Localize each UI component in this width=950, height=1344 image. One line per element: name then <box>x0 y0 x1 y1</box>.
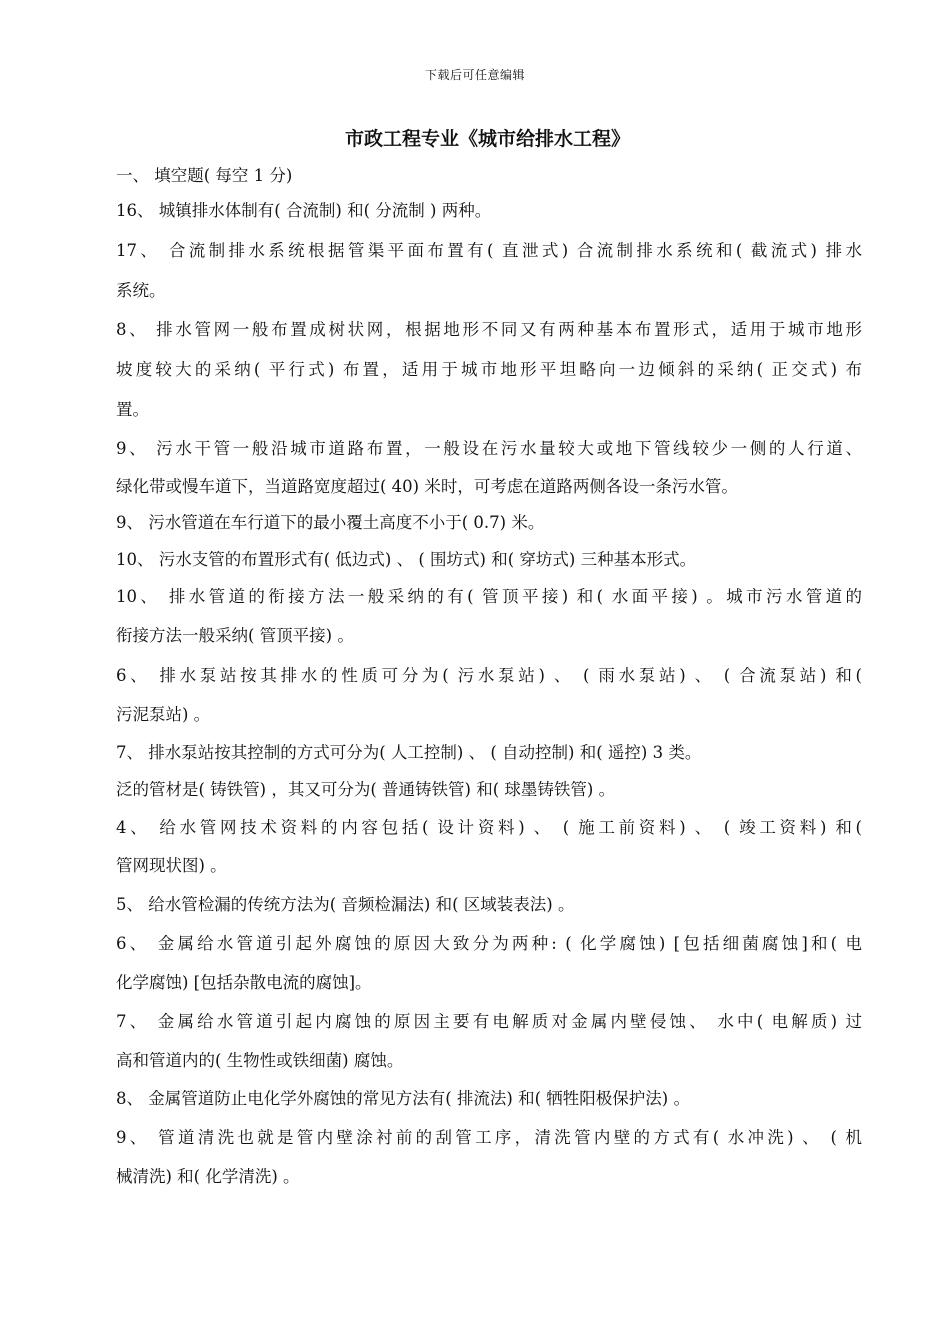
text-line: 8、 金属管道防止电化学外腐蚀的常见方法有( 排流法) 和( 牺牲阳极保护法) 。 <box>116 1089 690 1108</box>
text-line: 9、 污水管道在车行道下的最小覆土高度不小于( 0.7) 米。 <box>116 513 545 532</box>
text-line: 绿化带或慢车道下，当道路宽度超过( 40) 米时，可考虑在道路两侧各设一条污水管。 <box>116 477 738 496</box>
text-line: 10、 排水管道的衔接方法一般采纳的有( 管顶平接) 和( 水面平接) 。城市污水管道的 <box>116 587 862 606</box>
document-title: 市政工程专业《城市给排水工程》 <box>344 128 630 150</box>
text-line: 6、 排水泵站按其排水的性质可分为( 污水泵站) 、 ( 雨水泵站) 、 ( 合流泵站) 和( <box>116 666 862 685</box>
text-line: 管网现状图) 。 <box>116 856 227 875</box>
text-line: 6、 金属给水管道引起外腐蚀的原因大致分为两种: ( 化学腐蚀) [包括细菌腐蚀]和( 电 <box>116 934 862 953</box>
text-line: 高和管道内的( 生物性或铁细菌) 腐蚀。 <box>116 1051 404 1070</box>
text-line: 衔接方法一般采纳( 管顶平接) 。 <box>116 626 354 645</box>
text-line: 7、 金属给水管道引起内腐蚀的原因主要有电解质对金属内壁侵蚀、 水中( 电解质) 过 <box>116 1012 862 1031</box>
text-line: 17、 合流制排水系统根据管渠平面布置有( 直泄式) 合流制排水系统和( 截流式) 排水 <box>116 241 862 260</box>
text-line: 置。 <box>116 400 149 419</box>
document-body <box>116 160 862 1196</box>
text-line: 4、 给水管网技术资料的内容包括( 设计资料) 、 ( 施工前资料) 、 ( 竣工资料) 和( <box>116 818 862 837</box>
text-line: 16、 城镇排水体制有( 合流制) 和( 分流制 ) 两种。 <box>116 201 492 220</box>
text-line: 一、 填空题( 每空 1 分) <box>116 166 293 185</box>
text-line: 8、 排水管网一般布置成树状网，根据地形不同又有两种基本布置形式，适用于城市地形 <box>116 320 862 339</box>
text-line: 坡度较大的采纳( 平行式) 布置，适用于城市地形平坦略向一边倾斜的采纳( 正交式) 布 <box>116 360 862 379</box>
text-line: 污泥泵站) 。 <box>116 705 211 724</box>
text-line: 10、 污水支管的布置形式有( 低边式) 、 ( 围坊式) 和( 穿坊式) 三种基本形式。 <box>116 550 697 569</box>
text-line: 系统。 <box>116 281 166 300</box>
header-note: 下载后可任意编辑 <box>424 68 525 82</box>
text-line: 9、 管道清洗也就是管内壁涂衬前的刮管工序，清洗管内壁的方式有( 水冲洗) 、 ( 机 <box>116 1128 862 1147</box>
text-line: 泛的管材是( 铸铁管) ，其又可分为( 普通铸铁管) 和( 球墨铸铁管) 。 <box>116 780 616 799</box>
text-line: 械清洗) 和( 化学清洗) 。 <box>116 1167 300 1186</box>
text-line: 5、 给水管检漏的传统方法为( 音频检漏法) 和( 区域装表法) 。 <box>116 895 575 914</box>
text-line: 9、 污水干管一般沿城市道路布置，一般设在污水量较大或地下管线较少一侧的人行道、 <box>116 439 862 458</box>
text-line: 7、 排水泵站按其控制的方式可分为( 人工控制) 、 ( 自动控制) 和( 遥控) 3 类。 <box>116 743 702 762</box>
text-line: 化学腐蚀) [包括杂散电流的腐蚀]。 <box>116 973 372 992</box>
